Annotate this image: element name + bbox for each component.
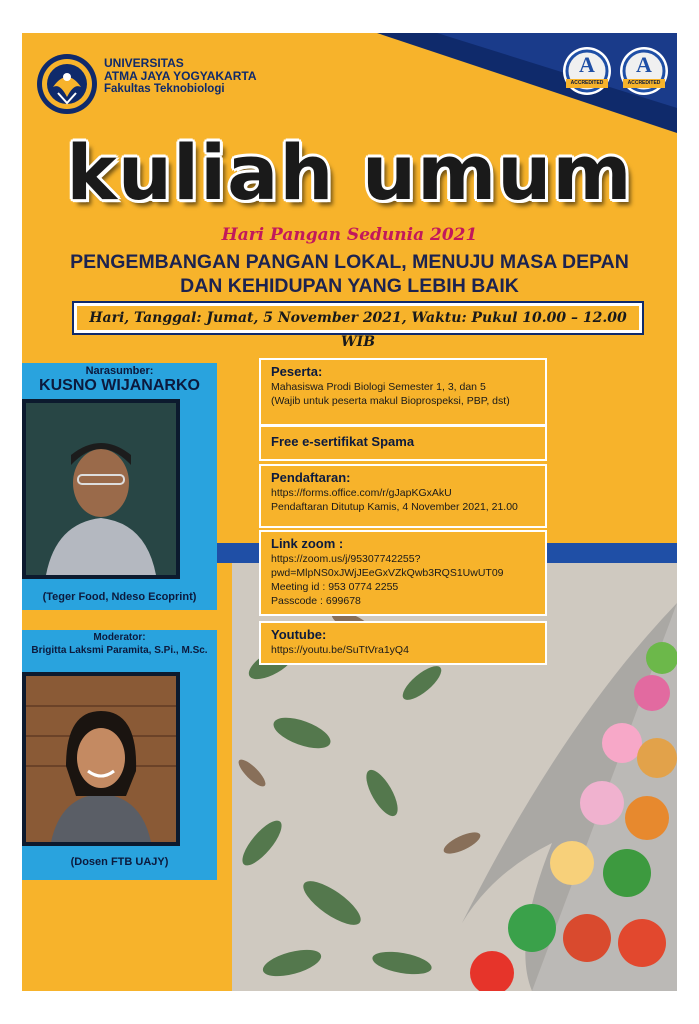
pendaftaran-deadline: Pendaftaran Ditutup Kamis, 4 November 2021, 21.00 xyxy=(271,501,518,513)
zoom-meeting-id: Meeting id : 953 0774 2255 xyxy=(271,581,399,593)
badge-caption: ACCREDITED xyxy=(570,80,604,86)
speaker-affiliation: (Teger Food, Ndeso Ecoprint) xyxy=(42,591,197,603)
zoom-box xyxy=(259,530,547,616)
poster xyxy=(22,33,677,991)
zoom-passcode: Passcode : 699678 xyxy=(271,595,361,607)
university-line2: ATMA JAYA YOGYAKARTA xyxy=(104,69,257,83)
speaker-portrait-illustration xyxy=(26,403,176,575)
faculty-name: Fakultas Teknobiologi xyxy=(104,83,225,95)
youtube-heading: Youtube: xyxy=(271,627,327,642)
moderator-panel xyxy=(22,630,217,880)
badge-letter: A xyxy=(579,52,595,77)
accreditation-badge-1 xyxy=(562,46,612,96)
moderator-portrait-illustration xyxy=(26,676,176,842)
moderator-affiliation: (Dosen FTB UAJY) xyxy=(70,856,169,868)
peserta-box xyxy=(259,358,547,426)
event-title: kuliah umum xyxy=(66,128,633,217)
badge-caption: ACCREDITED xyxy=(627,80,661,86)
accreditation-badge-2 xyxy=(619,46,669,96)
zoom-link-line2[interactable]: pwd=MlpNS0xJWjJEeGxVZkQwb3RQS1UwUT09 xyxy=(271,567,504,579)
peserta-line2: (Wajib untuk peserta makul Bioprospeksi, PBP, dst) xyxy=(271,395,510,407)
moderator-role: Moderator: xyxy=(93,632,146,643)
event-subtitle: Hari Pangan Sedunia 2021 xyxy=(221,225,478,245)
zoom-link-line1[interactable]: https://zoom.us/j/95307742255? xyxy=(271,553,421,565)
moderator-name: Brigitta Laksmi Paramita, S.Pi., M.Sc. xyxy=(31,645,208,656)
speaker-name: KUSNO WIJANARKO xyxy=(39,377,200,394)
speaker-role: Narasumber: xyxy=(85,365,154,377)
pendaftaran-heading: Pendaftaran: xyxy=(271,470,351,485)
headline-line1: PENGEMBANGAN PANGAN LOKAL, MENUJU MASA DEPAN xyxy=(70,251,629,273)
badge-letter: A xyxy=(636,52,652,77)
pendaftaran-link[interactable]: https://forms.office.com/r/gJapKGxAkU xyxy=(271,487,452,499)
schedule-box xyxy=(72,301,644,350)
university-name xyxy=(104,57,256,96)
headline-line2: DAN KEHIDUPAN YANG LEBIH BAIK xyxy=(180,275,519,297)
event-headline xyxy=(22,250,677,298)
pendaftaran-box xyxy=(259,464,547,528)
moderator-photo xyxy=(22,672,180,846)
university-logo xyxy=(36,53,98,115)
speaker-photo xyxy=(22,399,180,579)
youtube-link[interactable]: https://youtu.be/SuTtVra1yQ4 xyxy=(271,644,409,656)
youtube-box xyxy=(259,621,547,665)
sertifikat-box xyxy=(259,425,547,461)
speaker-panel xyxy=(22,363,217,610)
schedule-text: Hari, Tanggal: Jumat, 5 November 2021, Waktu: Pukul 10.00 – 12.00 WIB xyxy=(77,306,639,330)
peserta-line1: Mahasiswa Prodi Biologi Semester 1, 3, dan 5 xyxy=(271,381,486,393)
peserta-heading: Peserta: xyxy=(271,364,323,379)
university-line1: UNIVERSITAS xyxy=(104,56,184,70)
sertifikat-heading: Free e-sertifikat Spama xyxy=(271,434,415,449)
zoom-heading: Link zoom : xyxy=(271,536,344,551)
